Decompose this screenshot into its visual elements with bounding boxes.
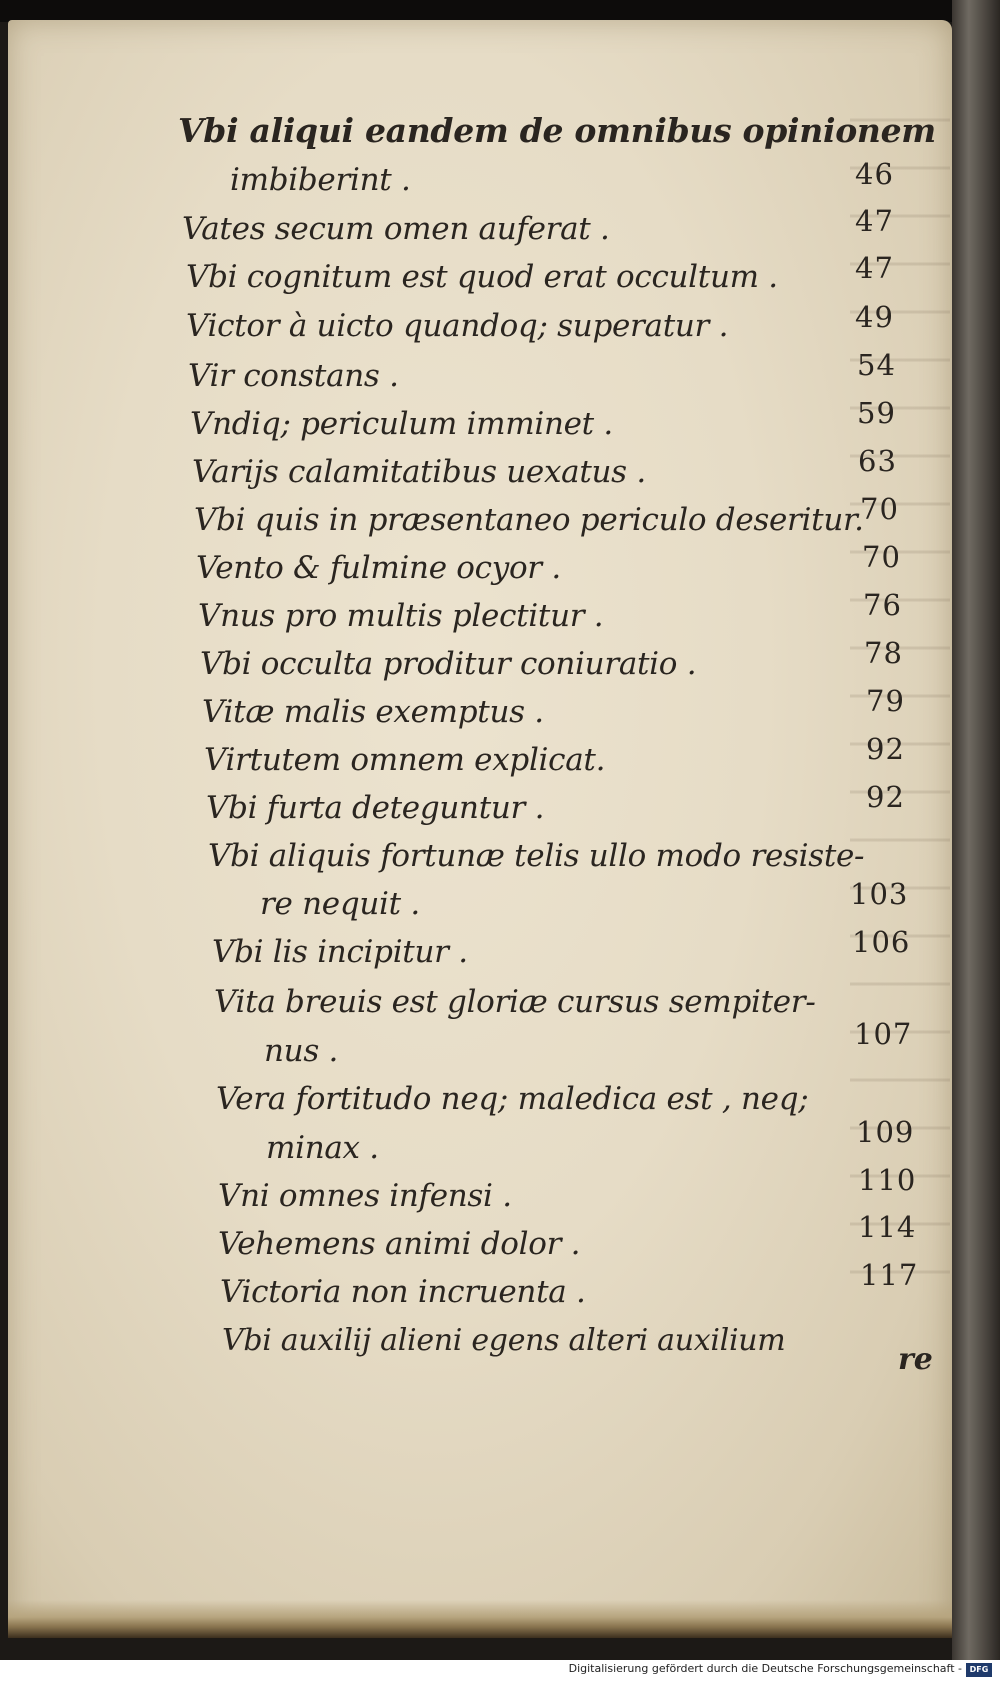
index-entry-text: Vbi cognitum est quod erat occultum . (186, 259, 778, 295)
index-entry-page: 107 (854, 1017, 913, 1051)
index-entry-page: 59 (857, 396, 896, 430)
index-entry-page: 78 (864, 636, 903, 670)
index-entry-page: 110 (858, 1163, 917, 1197)
index-entry-text: Vndiq; periculum imminet . (190, 406, 613, 442)
index-entry-text: minax . (266, 1130, 379, 1166)
index-entry-text: Vates secum omen auferat . (182, 211, 610, 247)
index-entry-page: 92 (866, 732, 905, 766)
digitization-credit-bar (0, 1660, 1000, 1681)
index-entry-page: 47 (855, 204, 894, 238)
index-entry-page: 63 (858, 444, 897, 478)
index-entry-text: Vbi aliqui eandem de omnibus opinionem (178, 111, 936, 150)
index-entry-text: Vbi quis in præsentaneo periculo deseritur. (194, 502, 864, 538)
index-entry-page: 79 (866, 684, 905, 718)
digitization-credit-text: Digitalisierung gefördert durch die Deutsche Forschungsgemeinschaft - (568, 1662, 962, 1675)
index-entry-page: 49 (855, 300, 894, 334)
index-entry-page: 70 (860, 492, 899, 526)
index-entry-page: 92 (866, 780, 905, 814)
index-entry-text: Vbi furta deteguntur . (206, 790, 545, 826)
index-entry-page: 114 (858, 1210, 917, 1244)
index-entry-text: Vnus pro multis plectitur . (198, 598, 604, 634)
index-entry-text: Victoria non incruenta . (220, 1274, 586, 1310)
index-entry-page: 54 (857, 348, 896, 382)
index-entry-text: Vbi occulta proditur coniuratio . (200, 646, 697, 682)
index-entry-page: 46 (855, 157, 894, 191)
index-entry-text: Varijs calamitatibus uexatus . (192, 454, 646, 490)
index-entry-text: Vera fortitudo neq; maledica est , neq; (216, 1081, 809, 1117)
index-entry-text: Vbi aliquis fortunæ telis ullo modo resiste- (208, 838, 865, 874)
index-entry-text: Vitæ malis exemptus . (202, 694, 544, 730)
index-entry-page: 47 (855, 251, 894, 285)
index-entry-page: 103 (850, 877, 909, 911)
index-entry-text: Vento & fulmine ocyor . (196, 550, 561, 586)
index-entry-page: 117 (860, 1258, 919, 1292)
index-entry-text: re nequit . (260, 886, 420, 922)
index-entry-text: Vita breuis est gloriæ cursus sempiter- (214, 984, 816, 1020)
index-entry-page: 70 (862, 540, 901, 574)
index-entry-page: 109 (856, 1115, 915, 1149)
index-entry-text: nus . (264, 1033, 339, 1069)
index-entry-text: Vir constans . (188, 358, 399, 394)
index-entry-text: Virtutem omnem explicat. (204, 742, 606, 778)
index-entry-page: 106 (852, 925, 911, 959)
index-entry-text: Vbi lis incipitur . (212, 934, 468, 970)
dfg-logo: DFG (966, 1663, 992, 1677)
index-entry-page: 76 (863, 588, 902, 622)
index-entry-text: Vbi auxilij alieni egens alteri auxilium (222, 1323, 786, 1358)
index-entry-text: Vehemens animi dolor . (218, 1226, 581, 1262)
index-entry-text: imbiberint . (230, 162, 411, 198)
index-entry-text: Victor à uicto quandoq; superatur . (186, 308, 729, 344)
catchword: re (898, 1342, 933, 1377)
index-entry-text: Vni omnes infensi . (218, 1178, 512, 1214)
